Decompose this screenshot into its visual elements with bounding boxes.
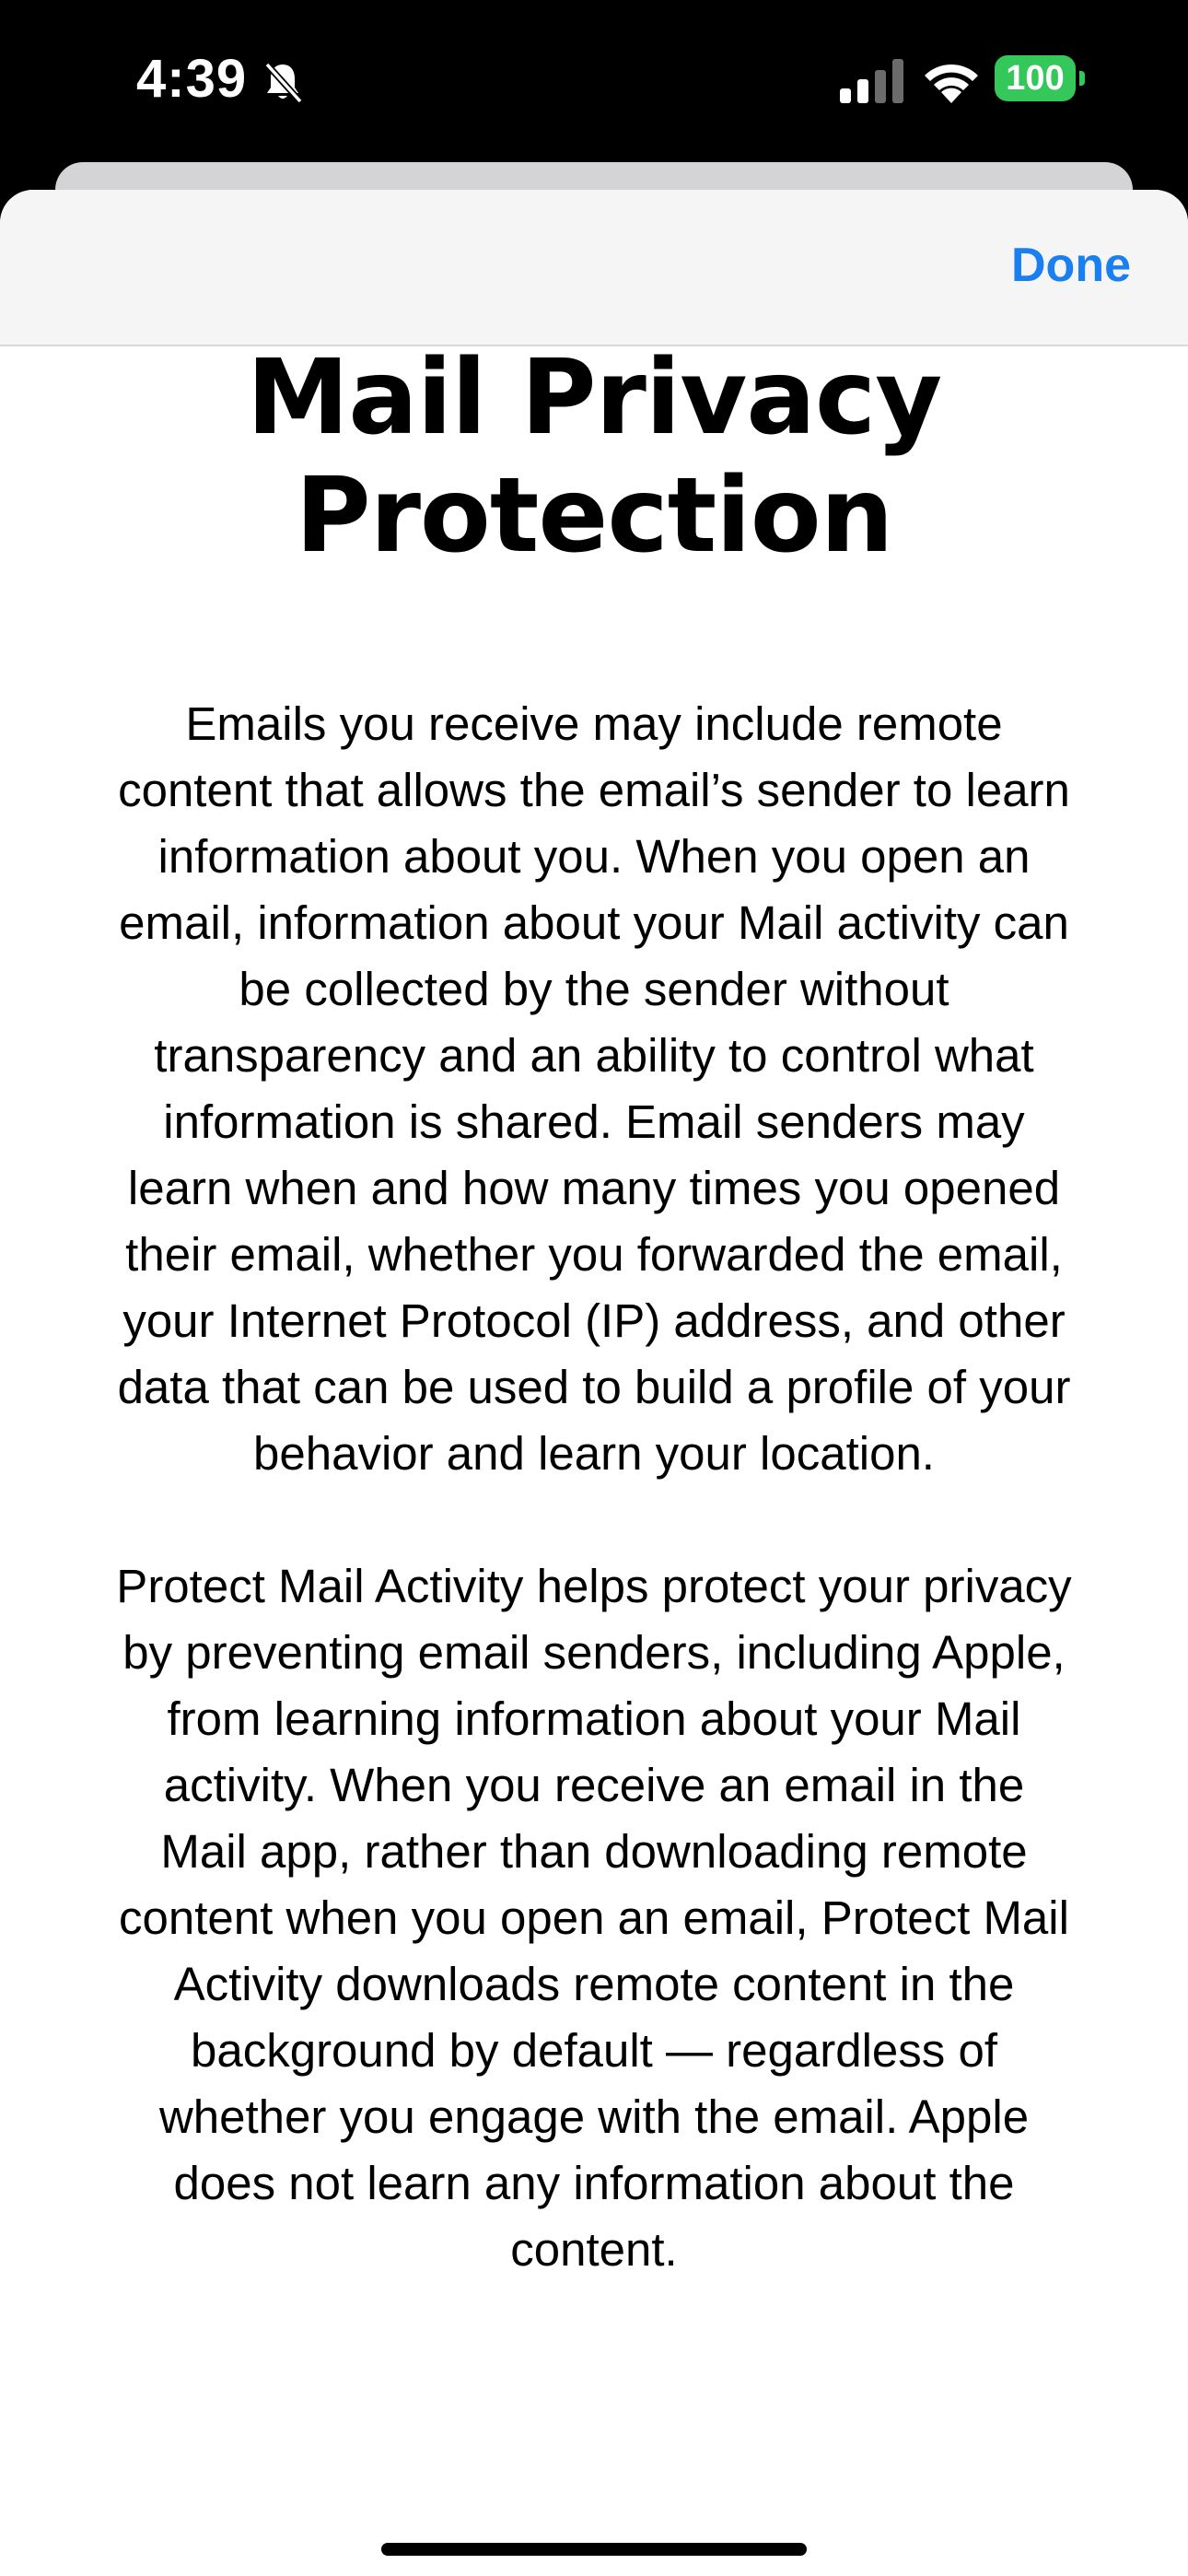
page-title: Mail Privacy Protection: [246, 346, 942, 576]
battery-level: 100: [995, 55, 1076, 101]
content-scroll-area[interactable]: [0, 346, 1188, 2576]
home-indicator[interactable]: [381, 2543, 807, 2556]
body-paragraph-protect-mail-activity: Protect Mail Activity helps protect your privacy by preventing email senders, including Apple, from learning information about your Mail activity. When you receive an email in the Mail app, rather than downloading remote content when you open an email, Protect Mail Activity downloads remote content in the background by default — regardless of whether you engage with the email. Apple does not learn any information about the content.: [116, 1560, 1072, 2276]
navigation-bar: [0, 190, 1188, 346]
done-button[interactable]: Done: [1011, 239, 1131, 292]
bell-slash-icon: [260, 59, 306, 105]
body-paragraph-remote-content: Emails you receive may include remote content that allows the email’s sender to learn information about you. When you open an email, information about your Mail activity can be collected by the sender without transparency and an ability to control what information is shared. Email senders may learn when and how many times you opened their email, whether you forwarded the email, your Internet Protocol (IP) address, and other data that can be used to build a profile of your behavior and learn your location.: [117, 697, 1071, 1480]
modal-sheet: [0, 190, 1188, 2576]
status-bar: [0, 0, 1188, 161]
status-time: 4:39: [136, 49, 248, 109]
cellular-signal-icon: [840, 59, 904, 103]
wifi-icon: [921, 55, 982, 103]
battery-icon: [995, 55, 1085, 101]
battery-cap: [1079, 71, 1085, 86]
